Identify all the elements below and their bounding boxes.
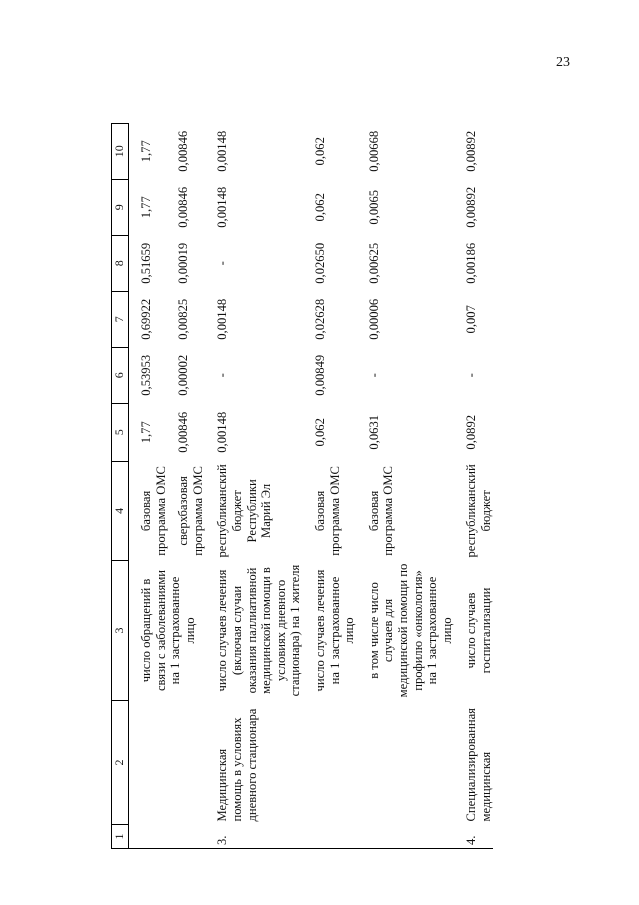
value-col5: 0,00148 [215,411,230,453]
value-col10: 1,77 [139,140,153,163]
header-cell-3: 3 [112,561,129,701]
care-type: Специализированная медицинская [464,708,493,822]
indicator: число случаев лечения на 1 застрахованное лицо [312,569,357,692]
value-col10: 0,00892 [464,130,479,172]
header-cell-8: 8 [112,235,129,291]
header-cell-6: 6 [112,347,129,403]
table-row [313,123,357,848]
value-col6: 0,00002 [176,354,191,396]
page-number: 23 [556,55,570,70]
value-col7: 0,00148 [215,298,230,340]
value-col10: 0,062 [312,137,327,166]
row-number [367,825,455,849]
value-col6: 0,00849 [312,354,327,396]
row-number: 4. [464,825,493,849]
value-col8: 0,02650 [312,242,327,284]
indicator: число обращений в связи с заболеваниями на 1 застрахованное лицо [139,569,197,692]
funding-source: сверхбазовая программа ОМС [176,466,205,556]
value-col5: 0,062 [312,418,327,447]
table-row [215,123,303,848]
row-number [313,825,357,849]
indicator: число случаев госпитализации [464,587,493,674]
care-type [139,701,205,825]
funding-source: базовая программа ОМС [312,466,342,556]
value-col9: 0,00846 [176,186,191,228]
value-col7: 0,02628 [312,298,327,340]
value-col9: 0,00148 [215,186,230,228]
funding-source: базовая программа ОМС [139,466,168,556]
header-cell-2: 2 [112,701,129,825]
table-header-row [112,123,129,848]
value-col9: 1,77 [139,196,153,219]
value-col6: - [215,373,230,378]
value-col7: 0,69922 [139,298,153,340]
header-cell-9: 9 [112,179,129,235]
header-cell-10: 10 [112,123,129,179]
funding-source: базовая программа ОМС [366,466,396,556]
value-col6: 0,53953 [139,354,153,396]
care-type: Медицинская помощь в условиях дневного стационара [215,708,259,822]
funding-source: республиканский бюджет [464,464,493,558]
services-volume-table [111,123,493,849]
value-col7: 0,007 [464,305,479,334]
value-col10: 0,00846 [176,130,191,172]
value-col6: - [464,373,479,378]
indicator: в том числе число случаев для медицинской помощи по профилю «онкология» на 1 застрахованное лицо [366,563,454,698]
care-type [313,701,357,825]
value-col9: 0,0065 [366,189,381,225]
value-col5: 0,0892 [464,414,479,450]
value-col9: 0,00892 [464,186,479,228]
indicator: число случаев лечения (включая случаи оказания паллиативной медицинской помощи в условиях дневного стационара) на 1 жителя [215,564,303,697]
row-number: 3. [215,825,303,849]
value-col9: 0,062 [312,193,327,222]
header-cell-1: 1 [112,825,129,849]
value-col8: 0,00186 [464,242,479,284]
value-col8: 0,00625 [366,242,381,284]
value-col5: 1,77 [139,421,153,444]
header-cell-4: 4 [112,461,129,560]
table-row [367,123,455,848]
table-row [464,123,493,848]
value-col10: 0,00148 [215,130,230,172]
care-type [367,701,455,825]
header-cell-5: 5 [112,403,129,461]
value-col10: 0,00668 [366,130,381,172]
value-col5: 0,0631 [366,414,381,450]
table-row [139,123,168,848]
value-col8: 0,00019 [176,242,191,284]
value-col6: - [366,373,381,378]
funding-source: республиканский бюджет Республики Марий Эл [215,464,274,558]
value-col8: 0,51659 [139,242,153,284]
value-col7: 0,00006 [366,298,381,340]
row-number [139,825,205,849]
value-col5: 0,00846 [176,411,191,453]
value-col8: - [215,261,230,266]
header-cell-7: 7 [112,291,129,347]
value-col7: 0,00825 [176,298,191,340]
